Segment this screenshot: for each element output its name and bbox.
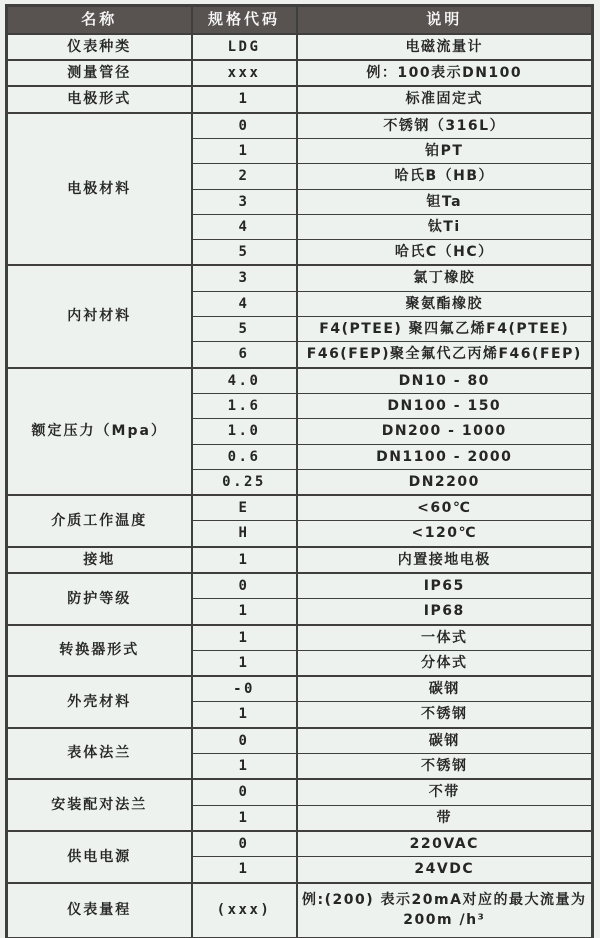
row-group-name: 介质工作温度 (7, 495, 192, 547)
header-code: 规格代码 (192, 6, 297, 34)
spec-code-cell: 1.0 (192, 419, 297, 444)
spec-desc-cell: 分体式 (297, 650, 593, 676)
spec-table-body (7, 34, 593, 938)
row-group-name: 内衬材料 (7, 265, 192, 367)
spec-desc-cell: DN200 - 1000 (297, 419, 593, 444)
spec-code-cell: 1 (192, 702, 297, 728)
row-group-name: 额定压力（Mpa） (7, 368, 192, 495)
spec-desc-cell: F46(FEP)聚全氟代乙丙烯F46(FEP) (297, 342, 593, 368)
spec-desc-cell: 不锈钢 (297, 754, 593, 780)
table-row (7, 625, 593, 651)
spec-desc-cell: 不锈钢 (297, 702, 593, 728)
spec-code-cell: 3 (192, 189, 297, 214)
spec-code-cell: LDG (192, 34, 297, 60)
table-row (7, 113, 593, 139)
spec-code-cell: 1 (192, 754, 297, 780)
spec-code-cell: 2 (192, 164, 297, 189)
spec-desc-cell: 电磁流量计 (297, 34, 593, 60)
spec-code-cell: 5 (192, 317, 297, 342)
table-row (7, 265, 593, 291)
spec-desc-cell: <120℃ (297, 521, 593, 547)
table-row (7, 779, 593, 805)
row-group-name: 外壳材料 (7, 676, 192, 728)
table-row (7, 728, 593, 754)
spec-code-cell: 1 (192, 138, 297, 163)
row-group-name: 防护等级 (7, 573, 192, 625)
row-group-name: 安装配对法兰 (7, 779, 192, 831)
header-desc: 说明 (297, 6, 593, 34)
spec-desc-cell: IP65 (297, 573, 593, 599)
row-group-name: 供电电源 (7, 831, 192, 883)
row-group-name: 表体法兰 (7, 728, 192, 780)
row-group-name: 接地 (7, 547, 192, 573)
spec-code-cell: 1 (192, 857, 297, 883)
spec-code-cell: 4.0 (192, 368, 297, 394)
spec-code-cell: 5 (192, 240, 297, 266)
spec-code-cell: 0 (192, 573, 297, 599)
table-row (7, 495, 593, 521)
spec-code-cell: 0.6 (192, 444, 297, 469)
table-row (7, 547, 593, 573)
spec-code-cell: 0 (192, 831, 297, 857)
spec-desc-cell: 一体式 (297, 625, 593, 651)
spec-desc-cell: 例:(200) 表示20mA对应的最大流量为200m /h³ (297, 883, 593, 938)
spec-desc-cell: 220VAC (297, 831, 593, 857)
spec-code-cell: 1 (192, 650, 297, 676)
spec-code-cell: 1.6 (192, 393, 297, 418)
spec-code-cell: H (192, 521, 297, 547)
spec-desc-cell: 碳钢 (297, 676, 593, 702)
spec-code-cell: 0 (192, 779, 297, 805)
spec-code-cell: -0 (192, 676, 297, 702)
spec-table (5, 4, 594, 938)
spec-code-cell: xxx (192, 60, 297, 86)
spec-desc-cell: 不锈钢（316L） (297, 113, 593, 139)
table-row (7, 831, 593, 857)
spec-desc-cell: IP68 (297, 599, 593, 625)
table-row (7, 676, 593, 702)
spec-code-cell: 1 (192, 547, 297, 573)
spec-code-cell: 1 (192, 86, 297, 112)
spec-desc-cell: 例：100表示DN100 (297, 60, 593, 86)
row-group-name: 测量管径 (7, 60, 192, 86)
spec-desc-cell: 碳钢 (297, 728, 593, 754)
row-group-name: 转换器形式 (7, 625, 192, 677)
row-group-name: 电极形式 (7, 86, 192, 112)
row-group-name: 仪表种类 (7, 34, 192, 60)
table-row (7, 883, 593, 938)
spec-code-cell: 0.25 (192, 469, 297, 495)
spec-desc-cell: 钽Ta (297, 189, 593, 214)
spec-code-cell: 0 (192, 728, 297, 754)
table-row (7, 34, 593, 60)
spec-desc-cell: 钛Ti (297, 214, 593, 239)
spec-desc-cell: DN100 - 150 (297, 393, 593, 418)
spec-desc-cell: 氯丁橡胶 (297, 265, 593, 291)
spec-desc-cell: DN2200 (297, 469, 593, 495)
spec-desc-cell: 铂PT (297, 138, 593, 163)
table-row (7, 368, 593, 394)
spec-desc-cell: 哈氏C（HC） (297, 240, 593, 266)
spec-code-cell: E (192, 495, 297, 521)
spec-desc-cell: 不带 (297, 779, 593, 805)
header-row (7, 6, 593, 34)
spec-desc-cell: 聚氨酯橡胶 (297, 291, 593, 316)
spec-desc-cell: DN10 - 80 (297, 368, 593, 394)
spec-code-cell: 3 (192, 265, 297, 291)
spec-desc-cell: 哈氏B（HB） (297, 164, 593, 189)
table-row (7, 573, 593, 599)
spec-desc-cell: F4(PTEE) 聚四氟乙烯F4(PTEE) (297, 317, 593, 342)
spec-code-cell: 1 (192, 805, 297, 831)
spec-desc-cell: 标准固定式 (297, 86, 593, 112)
spec-desc-cell: 24VDC (297, 857, 593, 883)
spec-desc-cell: <60℃ (297, 495, 593, 521)
spec-code-cell: 1 (192, 599, 297, 625)
table-row (7, 60, 593, 86)
spec-code-cell: 0 (192, 113, 297, 139)
table-row (7, 86, 593, 112)
spec-desc-cell: 内置接地电极 (297, 547, 593, 573)
spec-code-cell: 1 (192, 625, 297, 651)
header-name: 名称 (7, 6, 192, 34)
spec-code-cell: 4 (192, 214, 297, 239)
row-group-name: 电极材料 (7, 113, 192, 266)
spec-desc-cell: DN1100 - 2000 (297, 444, 593, 469)
row-group-name: 仪表量程 (7, 883, 192, 938)
spec-code-cell: 6 (192, 342, 297, 368)
spec-code-cell: 4 (192, 291, 297, 316)
spec-code-cell: (xxx) (192, 883, 297, 938)
spec-desc-cell: 带 (297, 805, 593, 831)
